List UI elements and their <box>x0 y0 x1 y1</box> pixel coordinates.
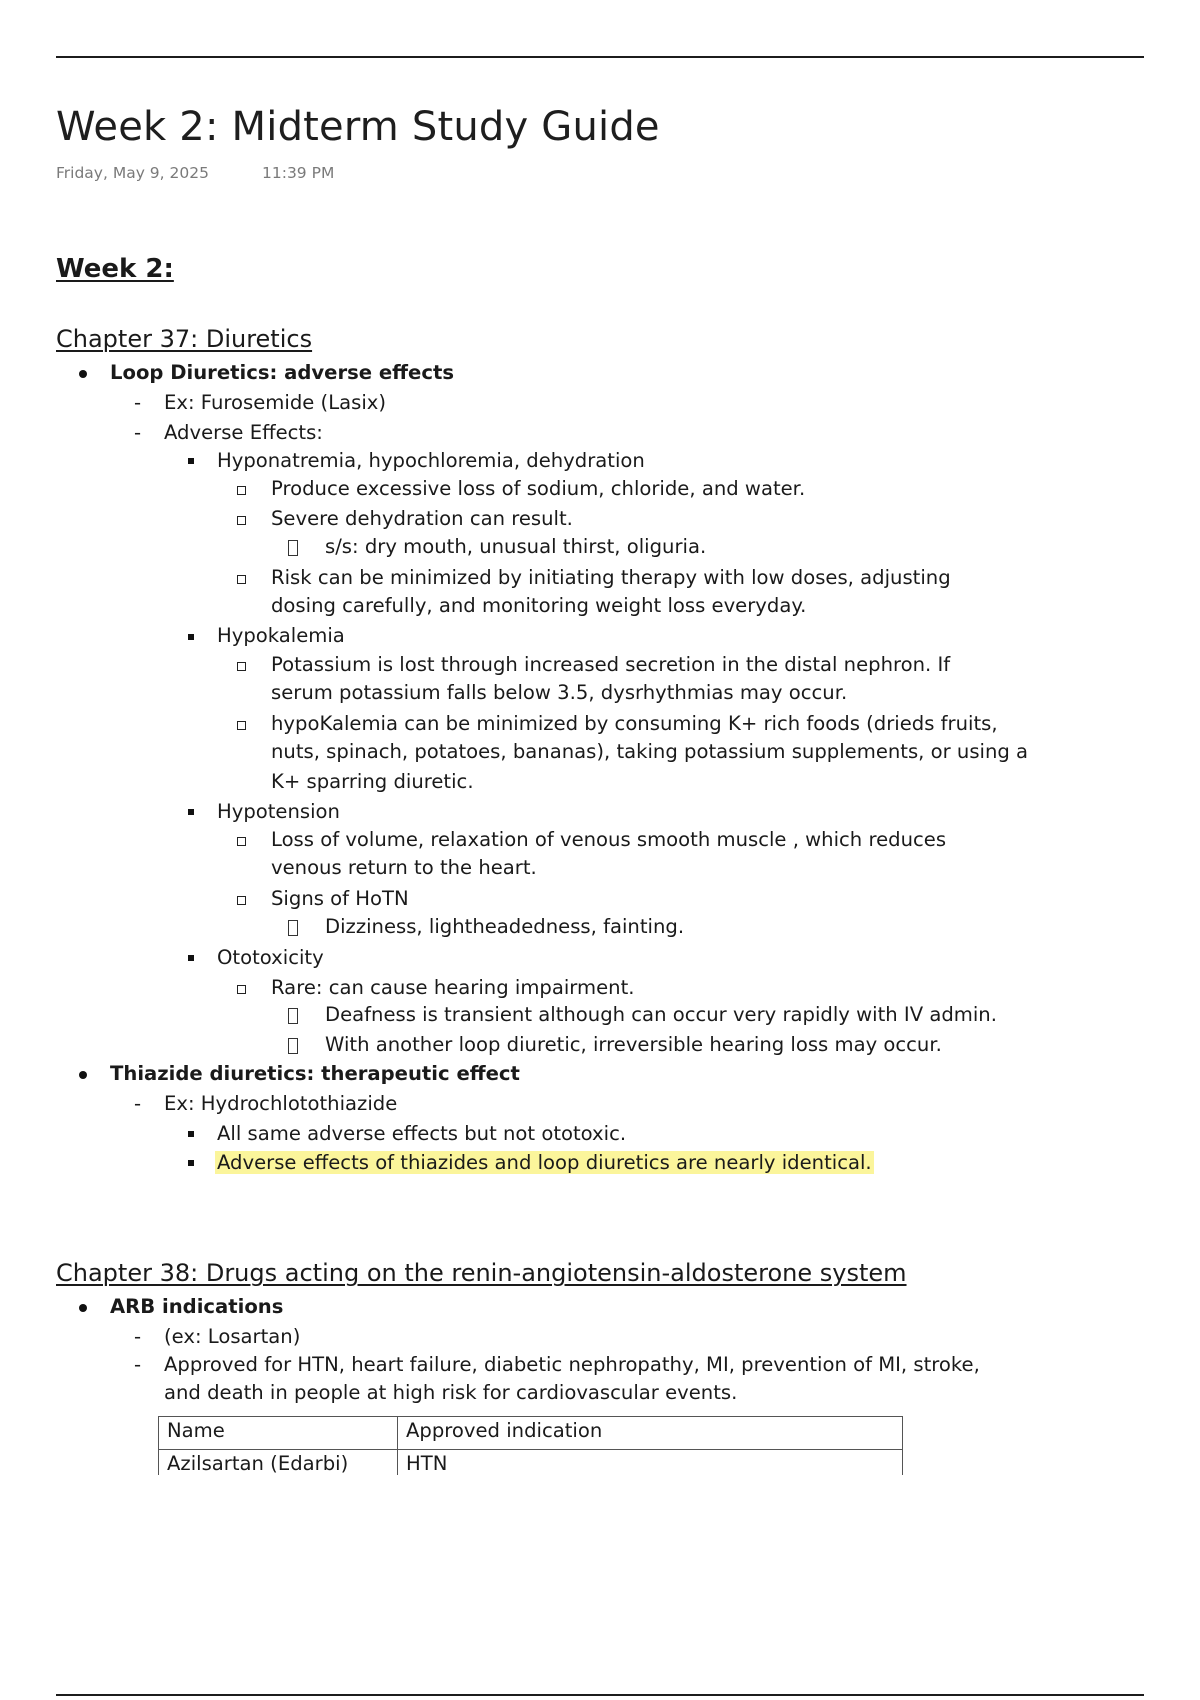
arb-approved-line1: Approved for HTN, heart failure, diabetic nephropathy, MI, prevention of MI, stroke, <box>164 1353 980 1376</box>
chapter-38-heading: Chapter 38: Drugs acting on the renin-angiotensin-aldosterone system <box>56 1259 907 1287</box>
square-bullet-icon <box>188 1131 194 1137</box>
arb-table <box>158 1416 903 1475</box>
hollow-square-bullet-icon <box>237 721 246 730</box>
square-bullet-icon <box>188 458 194 464</box>
arb-indications-title: ARB indications <box>110 1295 284 1318</box>
hyponatremia-point-3-line2: dosing carefully, and monitoring weight loss everyday. <box>271 594 807 617</box>
hypotension-title: Hypotension <box>217 800 340 823</box>
hollow-square-bullet-icon <box>237 896 246 905</box>
page-time: 11:39 PM <box>262 164 335 182</box>
hollow-square-bullet-icon <box>237 837 246 846</box>
highlight: Adverse effects of thiazides and loop diuretics are nearly identical. <box>217 1151 872 1174</box>
arb-approved-line2: and death in people at high risk for cardiovascular events. <box>164 1381 738 1404</box>
hyponatremia-title: Hyponatremia, hypochloremia, dehydration <box>217 449 645 472</box>
hypokalemia-point-2-line1: hypoKalemia can be minimized by consuming K+ rich foods (drieds fruits, <box>271 712 998 735</box>
dash-bullet-icon: - <box>134 1353 142 1376</box>
loop-diuretics-title: Loop Diuretics: adverse effects <box>110 361 454 384</box>
bullet-icon <box>79 1071 87 1079</box>
page-title: Week 2: Midterm Study Guide <box>56 104 660 150</box>
thiazide-title: Thiazide diuretics: therapeutic effect <box>110 1062 520 1085</box>
hollow-square-bullet-icon <box>237 516 246 525</box>
bullet-icon <box>79 1304 87 1312</box>
box-bullet-icon <box>288 1008 298 1024</box>
hyponatremia-point-3-line1: Risk can be minimized by initiating therapy with low doses, adjusting <box>271 566 951 589</box>
table-header-cell: Name <box>159 1417 398 1450</box>
hypokalemia-point-2-line3: K+ sparring diuretic. <box>271 770 474 793</box>
ototoxicity-sub-1: Deafness is transient although can occur very rapidly with IV admin. <box>325 1003 997 1026</box>
loop-example: Ex: Furosemide (Lasix) <box>164 391 387 414</box>
table-cell: Azilsartan (Edarbi) <box>159 1450 398 1476</box>
bottom-rule <box>56 1694 1144 1696</box>
week-heading: Week 2: <box>56 254 174 284</box>
ototoxicity-point-1: Rare: can cause hearing impairment. <box>271 976 635 999</box>
hypokalemia-point-1-line2: serum potassium falls below 3.5, dysrhythmias may occur. <box>271 681 848 704</box>
hollow-square-bullet-icon <box>237 486 246 495</box>
thiazide-example: Ex: Hydrochlotothiazide <box>164 1092 398 1115</box>
hypotension-point-1-line1: Loss of volume, relaxation of venous smooth muscle , which reduces <box>271 828 947 851</box>
adverse-effects-label: Adverse Effects: <box>164 421 323 444</box>
hollow-square-bullet-icon <box>237 662 246 671</box>
box-bullet-icon <box>288 1038 298 1054</box>
ototoxicity-sub-2: With another loop diuretic, irreversible hearing loss may occur. <box>325 1033 942 1056</box>
dash-bullet-icon: - <box>134 1092 142 1115</box>
arb-example: (ex: Losartan) <box>164 1325 301 1348</box>
hyponatremia-point-1: Produce excessive loss of sodium, chloride, and water. <box>271 477 806 500</box>
dash-bullet-icon: - <box>134 391 142 414</box>
top-rule <box>56 56 1144 58</box>
ototoxicity-title: Ototoxicity <box>217 946 324 969</box>
bullet-icon <box>79 370 87 378</box>
hypokalemia-point-1-line1: Potassium is lost through increased secretion in the distal nephron. If <box>271 653 951 676</box>
hyponatremia-point-2-sub: s/s: dry mouth, unusual thirst, oliguria. <box>325 535 707 558</box>
thiazide-point-1: All same adverse effects but not ototoxic. <box>217 1122 627 1145</box>
dash-bullet-icon: - <box>134 1325 142 1348</box>
hypotension-point-1-line2: venous return to the heart. <box>271 856 537 879</box>
table-cell: HTN <box>398 1450 903 1476</box>
hyponatremia-point-2: Severe dehydration can result. <box>271 507 573 530</box>
hollow-square-bullet-icon <box>237 575 246 584</box>
square-bullet-icon <box>188 809 194 815</box>
chapter-37-heading: Chapter 37: Diuretics <box>56 325 313 353</box>
table-header-row <box>159 1417 903 1450</box>
box-bullet-icon <box>288 920 298 936</box>
hypokalemia-point-2-line2: nuts, spinach, potatoes, bananas), taking potassium supplements, or using a <box>271 740 1029 763</box>
page-date: Friday, May 9, 2025 <box>56 164 209 182</box>
square-bullet-icon <box>188 955 194 961</box>
hollow-square-bullet-icon <box>237 985 246 994</box>
box-bullet-icon <box>288 540 298 556</box>
square-bullet-icon <box>188 1160 194 1166</box>
square-bullet-icon <box>188 634 194 640</box>
hypotension-point-2-sub: Dizziness, lightheadedness, fainting. <box>325 915 685 938</box>
hypotension-point-2: Signs of HoTN <box>271 887 409 910</box>
table-row <box>159 1450 903 1476</box>
thiazide-point-2-highlighted <box>215 1149 874 1177</box>
hypokalemia-title: Hypokalemia <box>217 624 345 647</box>
dash-bullet-icon: - <box>134 421 142 444</box>
table-header-cell: Approved indication <box>398 1417 903 1450</box>
